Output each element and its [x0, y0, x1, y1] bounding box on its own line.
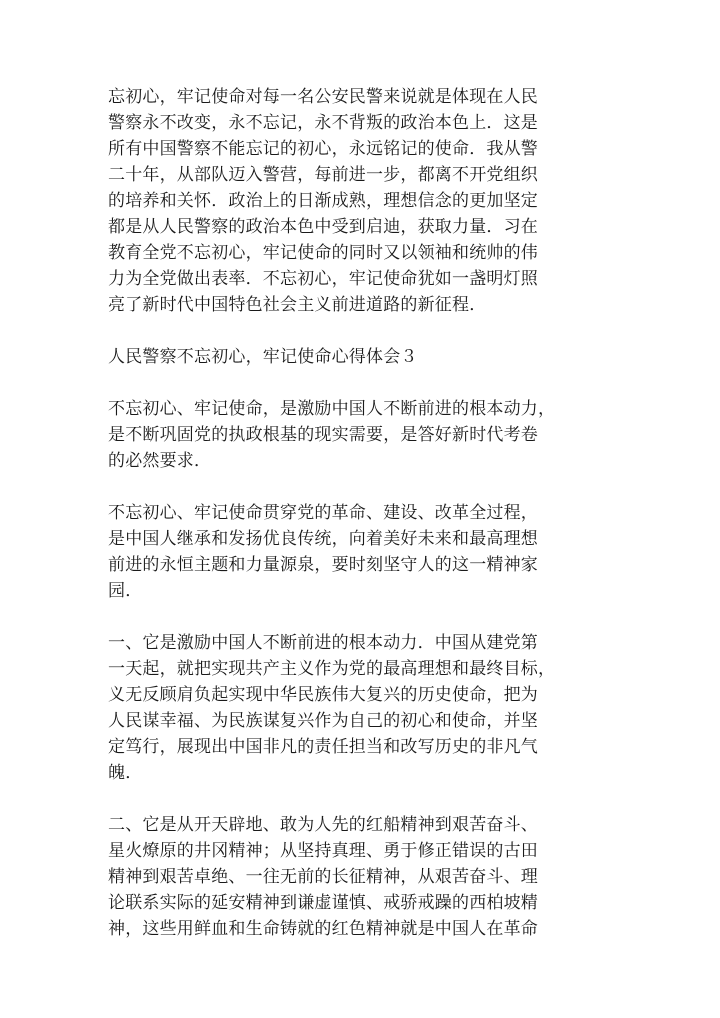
text-line: 警察永不改变，永不忘记，永不背叛的政治本色上．这是	[108, 113, 538, 133]
text-line: 星火燎原的井冈精神；从坚持真理、勇于修正错误的古田	[108, 841, 538, 861]
text-line: 园．	[108, 581, 143, 601]
text-line: 一天起，就把实现共产主义作为党的最高理想和最终目标，	[108, 659, 556, 679]
section-heading	[108, 344, 618, 370]
text-line: 教育全党不忘初心，牢记使命的同时又以领袖和统帅的伟	[108, 243, 538, 263]
text-line: 的必然要求．	[108, 451, 212, 471]
text-line: 精神到艰苦卓绝、一往无前的长征精神，从艰苦奋斗、理	[108, 867, 538, 887]
text-line: 神，这些用鲜血和生命铸就的红色精神就是中国人在革命	[108, 919, 538, 939]
heading-text: 人民警察不忘初心，牢记使命心得体会３	[108, 347, 418, 367]
text-line: 义无反顾肩负起实现中华民族伟大复兴的历史使命，把为	[108, 685, 538, 705]
text-line: 忘初心，牢记使命对每一名公安民警来说就是体现在人民	[108, 87, 538, 107]
document-body	[108, 84, 618, 968]
text-line: 人民谋幸福、为民族谋复兴作为自己的初心和使命，并坚	[108, 711, 538, 731]
text-line: 的培养和关怀．政治上的日渐成熟，理想信念的更加坚定	[108, 191, 538, 211]
paragraph-6	[108, 812, 618, 942]
text-line: 魄．	[108, 763, 143, 783]
text-line: 定笃行，展现出中国非凡的责任担当和改写历史的非凡气	[108, 737, 538, 757]
paragraph-3	[108, 396, 618, 474]
text-line: 所有中国警察不能忘记的初心，永远铭记的使命．我从警	[108, 139, 538, 159]
text-line: 二、它是从开天辟地、敢为人先的红船精神到艰苦奋斗、	[108, 815, 538, 835]
text-line: 二十年，从部队迈入警营，每前进一步，都离不开党组织	[108, 165, 538, 185]
paragraph-5	[108, 630, 618, 786]
text-line: 不忘初心、牢记使命，是激励中国人不断前进的根本动力，	[108, 399, 556, 419]
text-line: 不忘初心、牢记使命贯穿党的革命、建设、改革全过程，	[108, 503, 538, 523]
text-line: 论联系实际的延安精神到谦虚谨慎、戒骄戒躁的西柏坡精	[108, 893, 538, 913]
text-line: 一、它是激励中国人不断前进的根本动力．中国从建党第	[108, 633, 538, 653]
text-line: 力为全党做出表率．不忘初心，牢记使命犹如一盏明灯照	[108, 269, 538, 289]
text-line: 是中国人继承和发扬优良传统，向着美好未来和最高理想	[108, 529, 538, 549]
text-line: 都是从人民警察的政治本色中受到启迪，获取力量．习在	[108, 217, 538, 237]
paragraph-4	[108, 500, 618, 604]
text-line: 是不断巩固党的执政根基的现实需要，是答好新时代考卷	[108, 425, 538, 445]
text-line: 前进的永恒主题和力量源泉，要时刻坚守人的这一精神家	[108, 555, 538, 575]
text-line: 亮了新时代中国特色社会主义前进道路的新征程．	[108, 295, 487, 315]
paragraph-1	[108, 84, 618, 318]
